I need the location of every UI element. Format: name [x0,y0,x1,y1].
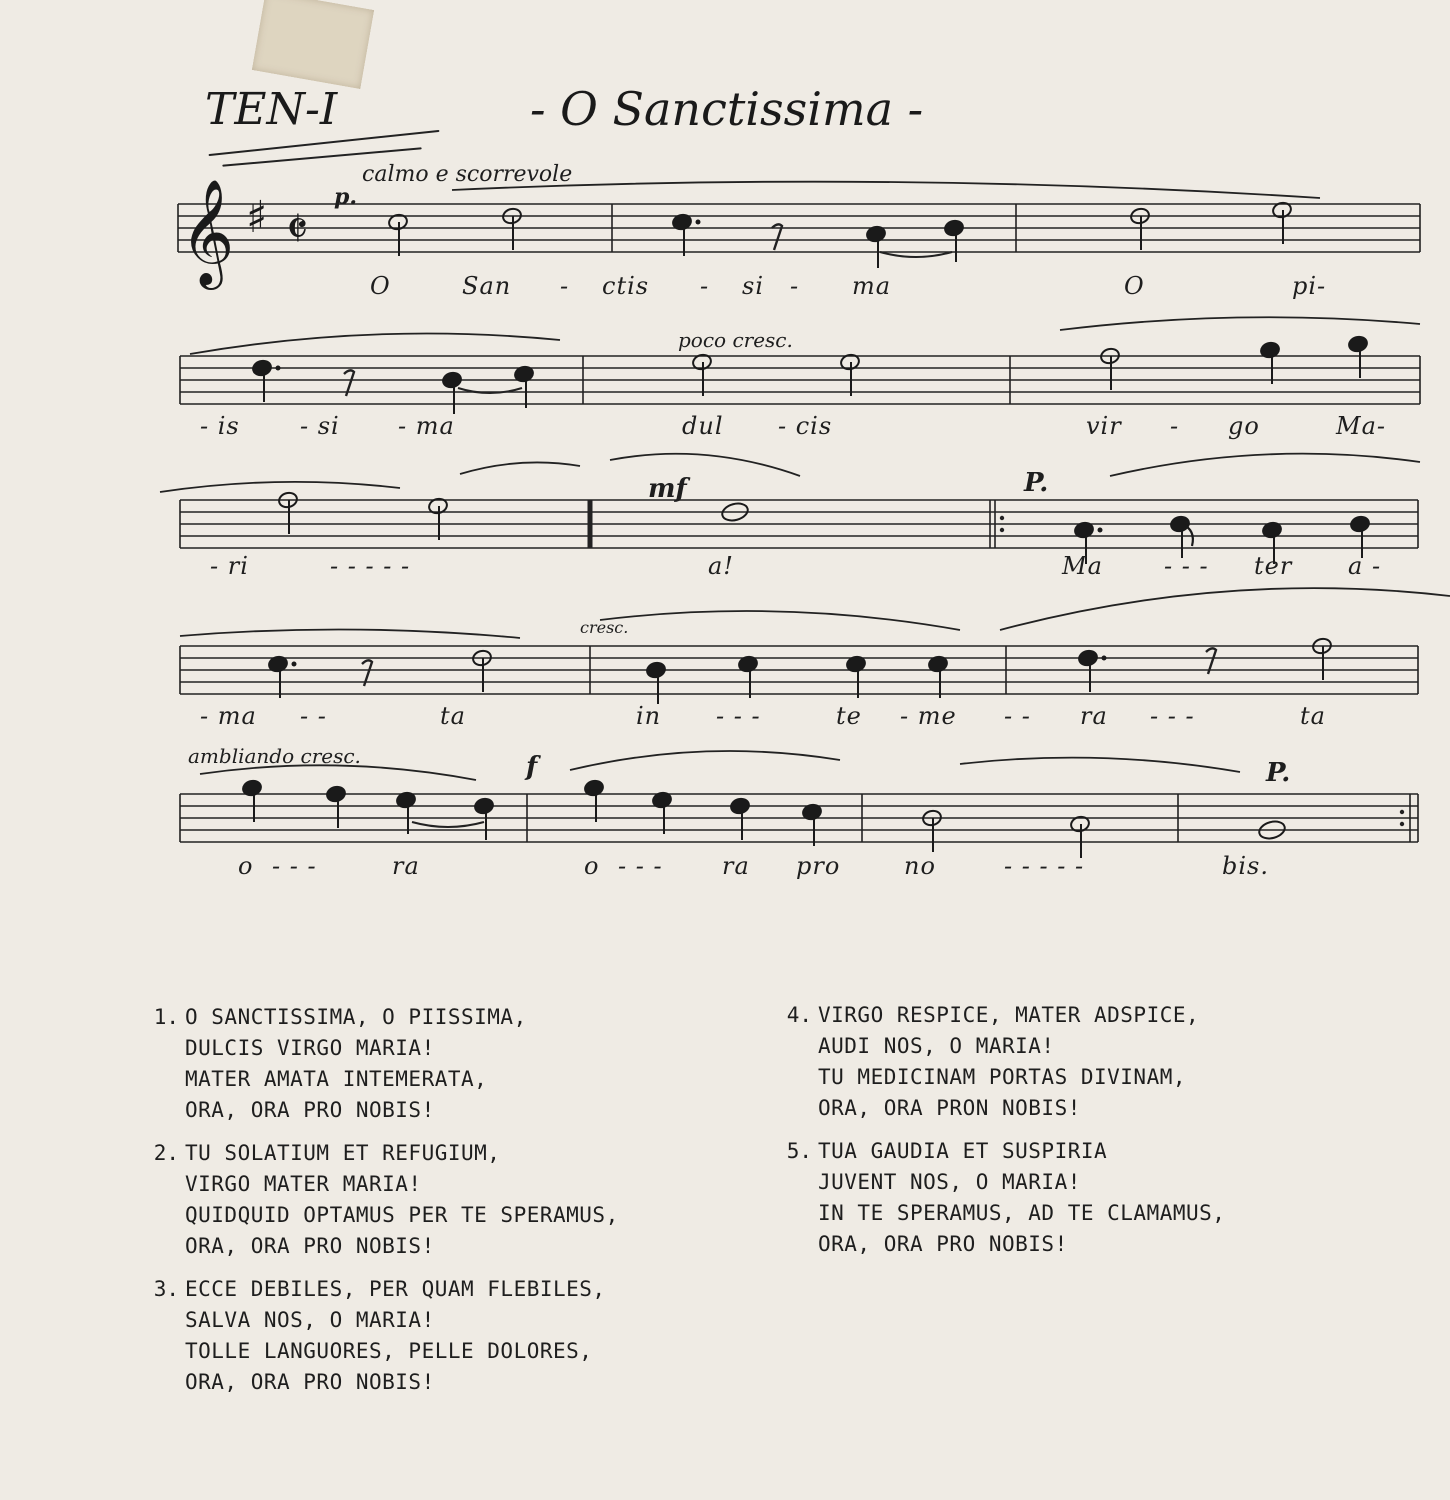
verse-5 [786,1136,1226,1260]
lyric-syllable: ctis [602,272,650,300]
time-signature: 𝄵 [286,200,309,258]
note [267,655,296,698]
verse-4 [786,1000,1200,1124]
slur [600,611,960,630]
lyric-syllable: - [1170,412,1180,440]
verse-line: IN TE SPERAMUS, AD TE CLAMAMUS, [818,1201,1226,1225]
lyric-syllable: in [636,702,662,730]
key-signature: ♯ [246,192,268,243]
lyric-syllable: - cis [778,412,833,440]
dynamic-f: f [526,752,538,782]
dynamic-p-3: P. [1266,758,1291,788]
verse-line: MATER AMATA INTEMERATA, [185,1067,488,1091]
note [387,213,408,256]
note [671,213,700,256]
repeat-dot [1400,810,1404,814]
slur [160,482,400,492]
lyric-syllable: O [370,272,391,300]
slur [610,454,800,476]
note [651,791,672,834]
lyric-syllable: - ri [210,552,249,580]
lyric-syllable: ra [392,852,420,880]
tempo-marking: calmo e scorrevole [362,162,573,187]
note [845,655,866,698]
slur [190,334,560,354]
verse-line: TU MEDICINAM PORTAS DIVINAM, [818,1065,1187,1089]
lyric-syllable: ma [852,272,892,300]
cresc-marking: cresc. [580,618,629,637]
verse-line: ORA, ORA PRO NOBIS! [185,1370,435,1394]
slur [460,462,580,474]
verse-line: ORA, ORA PRON NOBIS! [818,1096,1081,1120]
note [395,791,416,834]
lyric-syllable: go [1228,412,1260,440]
lyric-syllable: vir [1086,412,1122,440]
slur [1110,454,1420,476]
lyric-syllable: Ma [1062,552,1103,580]
verse-line: TU SOLATIUM ET REFUGIUM, [185,1141,501,1165]
lyric-syllable: Ma- [1336,412,1386,440]
verse-number: 1. [153,1005,179,1029]
verse-line: JUVENT NOS, O MARIA! [818,1170,1081,1194]
lyric-syllable: o [584,852,600,880]
note [927,655,948,698]
lyric-syllable: - - - [716,702,761,730]
lyric-syllable: - ma [200,702,257,730]
ambliando-marking: ambliando cresc. [188,744,361,768]
lyric-syllable: O [1124,272,1145,300]
lyric-syllable: ta [440,702,466,730]
voice-text: TEN- [205,84,320,135]
verse-line: QUIDQUID OPTAMUS PER TE SPERAMUS, [185,1203,619,1227]
lyric-syllable: - si [300,412,340,440]
lyric-syllable: - [700,272,710,300]
verse-2 [153,1138,619,1262]
verse-number: 2. [153,1141,179,1165]
slur [960,758,1240,772]
lyric-syllable: - - - [272,852,317,880]
note [513,365,534,408]
voice-suffix: I [319,84,338,135]
lyric-syllable: pro [796,852,841,880]
slur [452,182,1320,198]
verse-line: ORA, ORA PRO NOBIS! [185,1234,435,1258]
slur [570,751,840,770]
lyric-syllable: - - - - - [1004,852,1085,880]
dynamic-p-2: P. [1024,468,1049,498]
dynamic-mf: mf [648,474,687,504]
treble-clef-icon: 𝄞 [180,178,235,285]
lyric-syllable: - - - [1164,552,1209,580]
verse-line: O SANCTISSIMA, O PIISSIMA, [185,1005,527,1029]
verse-line: AUDI NOS, O MARIA! [818,1034,1055,1058]
verse-line: DULCIS VIRGO MARIA! [185,1036,435,1060]
dynamic-p-1: p. [334,184,358,210]
note [737,655,758,698]
lyric-syllable: no [904,852,936,880]
lyric-syllable: ra [722,852,750,880]
lyric-syllable: - - - [1150,702,1195,730]
lyric-syllable: ter [1254,552,1293,580]
note [1271,201,1292,244]
repeat-dot [1000,528,1004,532]
repeat-dot [1000,516,1004,520]
lyric-syllable: - ma [398,412,455,440]
verse-line: VIRGO RESPICE, MATER ADSPICE, [818,1003,1200,1027]
verse-3 [153,1274,606,1398]
verse-number: 4. [786,1003,812,1027]
note [865,225,886,268]
verse-line: TOLLE LANGUORES, PELLE DOLORES, [185,1339,593,1363]
note [241,779,262,822]
note [583,779,604,822]
lyric-syllable: o [238,852,254,880]
verse-number: 3. [153,1277,179,1301]
note [801,803,822,846]
poco-cresc-marking: poco cresc. [678,328,793,352]
verse-line: SALVA NOS, O MARIA! [185,1308,435,1332]
verse-line: ORA, ORA PRO NOBIS! [818,1232,1068,1256]
page-title: - O Sanctissima - [530,82,924,136]
slur [1060,317,1420,330]
lyric-syllable: - me [900,702,957,730]
lyric-syllable: - - - - - [330,552,411,580]
slur [1000,588,1450,630]
lyric-syllable: a - [1348,552,1382,580]
verse-number: 5. [786,1139,812,1163]
lyric-syllable: ra [1080,702,1108,730]
lyric-syllable: ta [1300,702,1326,730]
lyric-syllable: bis. [1222,852,1269,880]
verse-line: TUA GAUDIA ET SUSPIRIA [818,1139,1108,1163]
lyric-syllable: te [836,702,862,730]
lyric-syllable: si [742,272,764,300]
tie [412,822,484,827]
lyric-syllable: - - [1004,702,1031,730]
lyric-syllable: - is [200,412,240,440]
repeat-dot [1400,822,1404,826]
verse-line: ECCE DEBILES, PER QUAM FLEBILES, [185,1277,606,1301]
note [691,353,712,396]
lyric-syllable: pi- [1292,272,1327,300]
note [839,353,860,396]
slur [180,629,520,638]
lyric-syllable: - [560,272,570,300]
lyric-syllable: - [790,272,800,300]
verse-1 [153,1002,527,1126]
lyric-syllable: - - - [618,852,663,880]
note [427,497,448,540]
lyric-syllable: - - [300,702,327,730]
lyric-syllable: San [462,272,512,300]
lyric-syllable: a! [708,552,734,580]
verse-line: VIRGO MATER MARIA! [185,1172,422,1196]
verse-line: ORA, ORA PRO NOBIS! [185,1098,435,1122]
lyric-syllable: dul [682,412,724,440]
note [1259,341,1280,384]
